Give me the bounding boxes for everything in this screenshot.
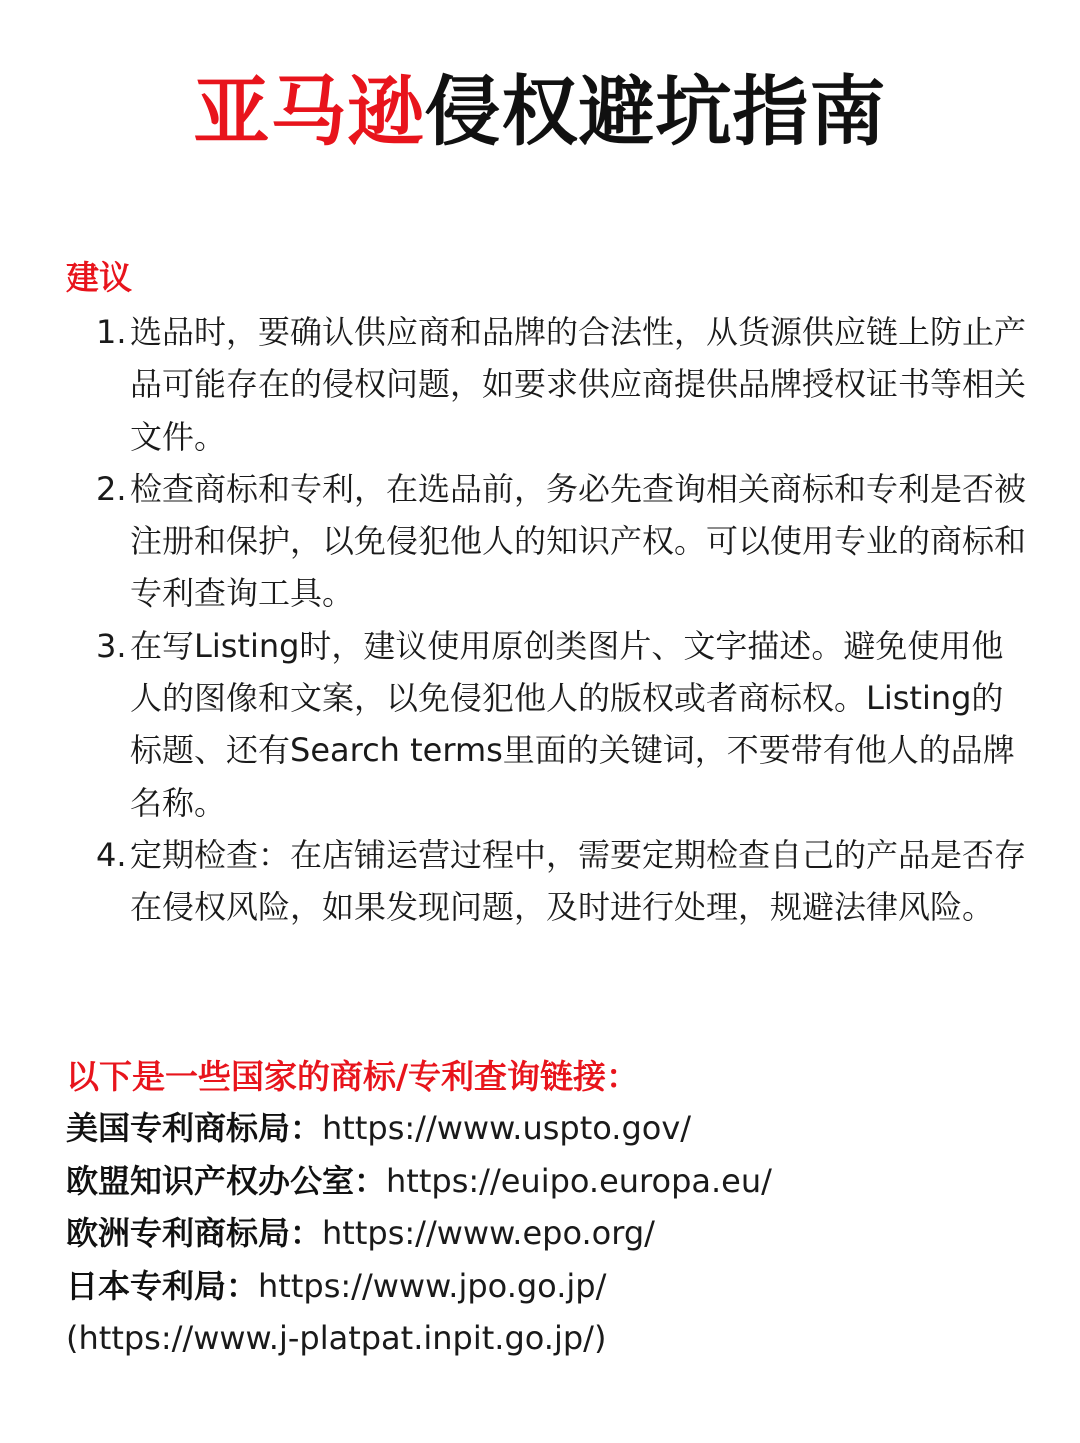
links-list xyxy=(66,1102,1056,1365)
title-highlight: 亚马逊 xyxy=(193,67,425,156)
list-item-number: 1. xyxy=(96,313,127,351)
links-heading: 以下是一些国家的商标/专利查询链接： xyxy=(66,1057,640,1096)
link-row-jplatpat xyxy=(66,1312,1056,1365)
link-label: 美国专利商标局： xyxy=(66,1109,323,1147)
link-url-uspto[interactable]: https://www.uspto.gov/ xyxy=(322,1109,692,1147)
list-item-text: 检查商标和专利，在选品前，务必先查询相关商标和专利是否被注册和保护，以免侵犯他人的知识产权。可以使用专业的商标和专利查询工具。 xyxy=(130,469,1027,613)
suggestions-list xyxy=(96,306,1026,934)
link-url-jplatpat[interactable]: (https://www.j-platpat.inpit.go.jp/) xyxy=(66,1319,607,1357)
list-item xyxy=(96,463,1026,620)
link-label: 日本专利局： xyxy=(66,1266,259,1305)
link-row-euipo xyxy=(66,1155,1056,1208)
list-item-number: 3. xyxy=(96,626,127,665)
link-row-jpo xyxy=(66,1260,1056,1313)
list-item-text: 定期检查：在店铺运营过程中，需要定期检查自己的产品是否存在侵权风险，如果发现问题，及时进行处理，规避法律风险。 xyxy=(130,835,1027,927)
list-item-text: 在写Listing时，建议使用原创类图片、文字描述。避免使用他人的图像和文案，以免侵犯他人的版权或者商标权。Listing的标题、还有Search terms里面的关键词，不要带有他人的品牌名称。 xyxy=(130,626,1015,822)
link-url-euipo[interactable]: https://euipo.europa.eu/ xyxy=(386,1161,772,1200)
list-item-number: 4. xyxy=(96,835,127,874)
link-label: 欧洲专利商标局： xyxy=(66,1214,323,1252)
list-item xyxy=(96,620,1026,829)
list-item xyxy=(96,306,1026,463)
title-main: 侵权避坑指南 xyxy=(424,67,887,156)
link-row-epo xyxy=(66,1207,1056,1260)
suggestions-heading: 建议 xyxy=(66,258,132,297)
link-row-uspto xyxy=(66,1102,1056,1155)
link-label: 欧盟知识产权办公室： xyxy=(66,1161,387,1200)
link-url-jpo[interactable]: https://www.jpo.go.jp/ xyxy=(258,1266,607,1305)
page-title xyxy=(0,62,1080,162)
link-url-epo[interactable]: https://www.epo.org/ xyxy=(322,1214,655,1252)
list-item xyxy=(96,829,1026,934)
list-item-number: 2. xyxy=(96,469,127,508)
list-item-text: 选品时，要确认供应商和品牌的合法性，从货源供应链上防止产品可能存在的侵权问题，如要求供应商提供品牌授权证书等相关文件。 xyxy=(130,313,1027,456)
